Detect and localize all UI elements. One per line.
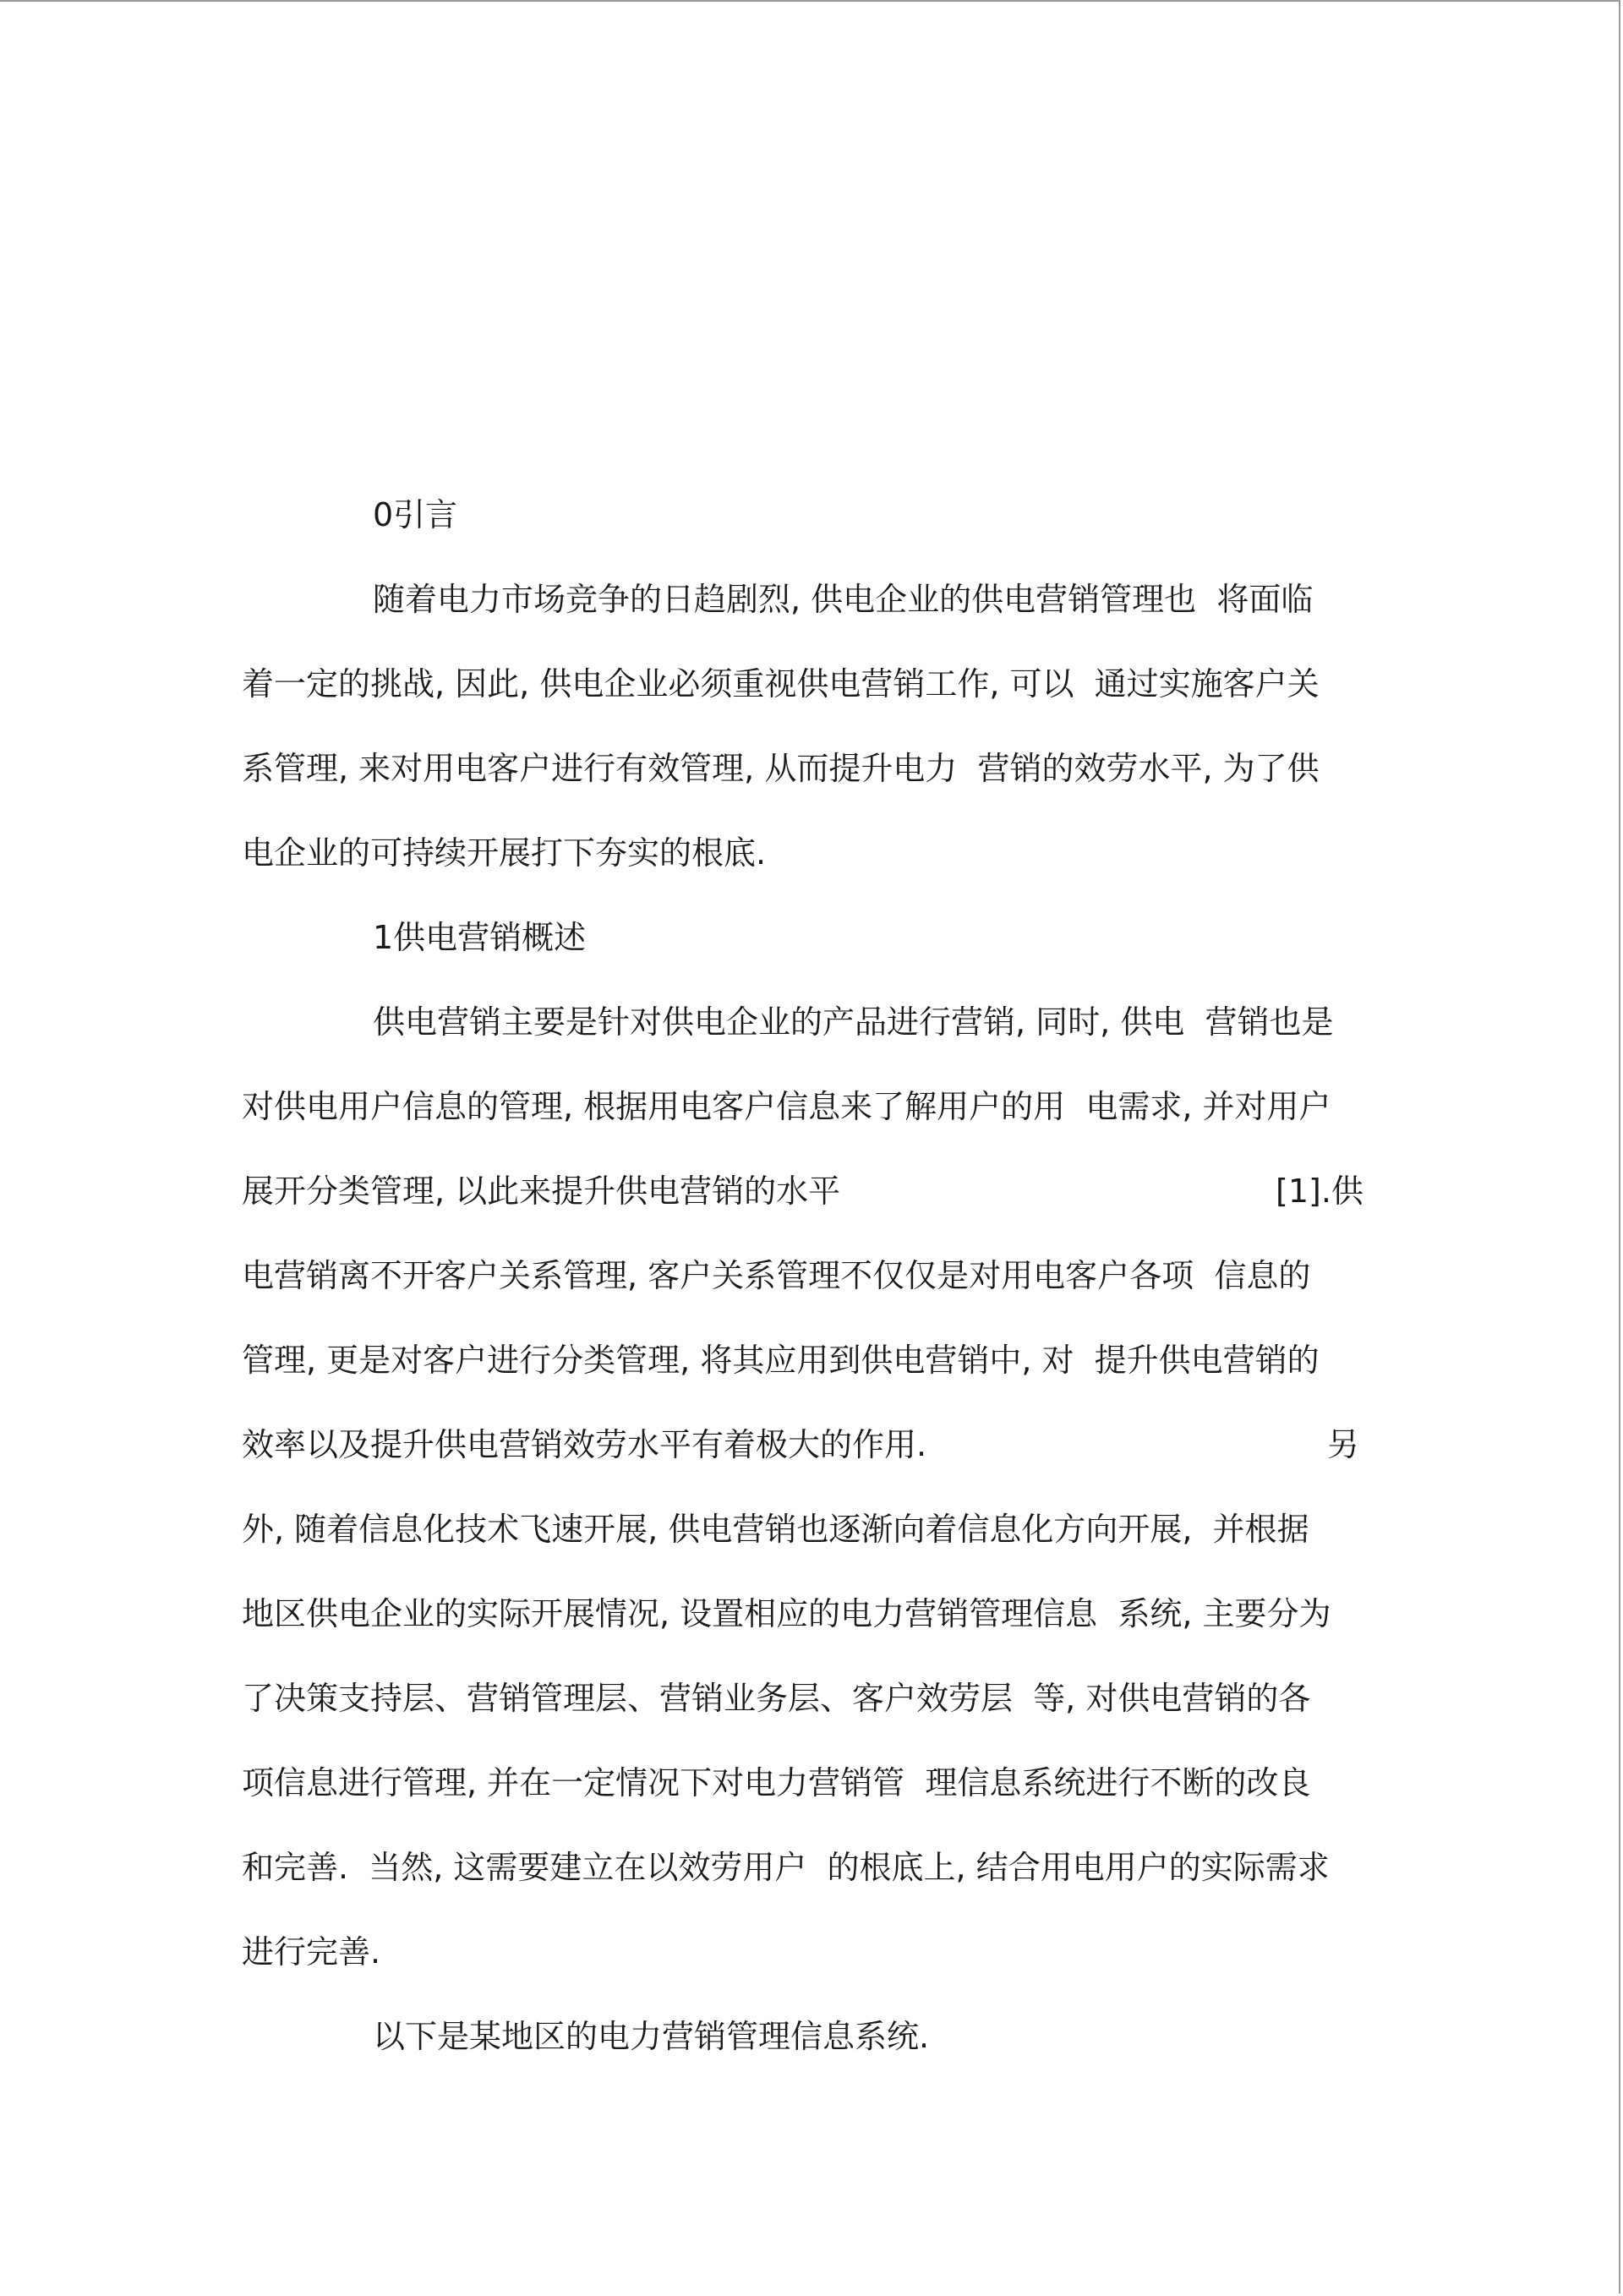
paragraph-line: 项信息进行管理, 并在一定情况下对电力营销管 理信息系统进行不断的改良 [242, 1764, 1311, 1801]
paragraph-line: 电企业的可持续开展打下夯实的根底. [242, 834, 767, 872]
paragraph-line: 展开分类管理, 以此来提升供电营销的水平 [242, 1173, 841, 1210]
paragraph-line: 系管理, 来对用电客户进行有效管理, 从而提升电力 营销的效劳水平, 为了供 [242, 750, 1320, 787]
section-heading-overview: 1供电营销概述 [373, 919, 587, 956]
closing-line: 以下是某地区的电力营销管理信息系统. [373, 2018, 930, 2055]
citation-reference: [1].供 [1276, 1173, 1363, 1210]
paragraph-line: 和完善. 当然, 这需要建立在以效劳用户 的根底上, 结合用电用户的实际需求 [242, 1849, 1330, 1886]
paragraph-line: 管理, 更是对客户进行分类管理, 将其应用到供电营销中, 对 提升供电营销的 [242, 1342, 1320, 1379]
paragraph-line: 外, 随着信息化技术飞速开展, 供电营销也逐渐向着信息化方向开展, 并根据 [242, 1511, 1309, 1548]
line-end-word: 另 [1327, 1426, 1360, 1463]
paragraph-line: 进行完善. [242, 1933, 381, 1971]
paragraph-line: 地区供电企业的实际开展情况, 设置相应的电力营销管理信息 系统, 主要分为 [242, 1595, 1331, 1632]
paragraph-line: 效率以及提升供电营销效劳水平有着极大的作用. [242, 1426, 927, 1463]
paragraph-line: 着一定的挑战, 因此, 供电企业必须重视供电营销工作, 可以 通过实施客户关 [242, 665, 1320, 702]
paragraph-line: 对供电用户信息的管理, 根据用电客户信息来了解用户的用 电需求, 并对用户 [242, 1088, 1331, 1125]
paragraph-line: 供电营销主要是针对供电企业的产品进行营销, 同时, 供电 营销也是 [373, 1003, 1334, 1041]
paragraph-line: 了决策支持层、营销管理层、营销业务层、客户效劳层 等, 对供电营销的各 [242, 1680, 1311, 1717]
section-heading-introduction: 0引言 [373, 496, 458, 533]
paragraph-line: 随着电力市场竞争的日趋剧烈, 供电企业的供电营销管理也 将面临 [373, 581, 1314, 618]
paragraph-line: 电营销离不开客户关系管理, 客户关系管理不仅仅是对用电客户各项 信息的 [242, 1257, 1311, 1294]
